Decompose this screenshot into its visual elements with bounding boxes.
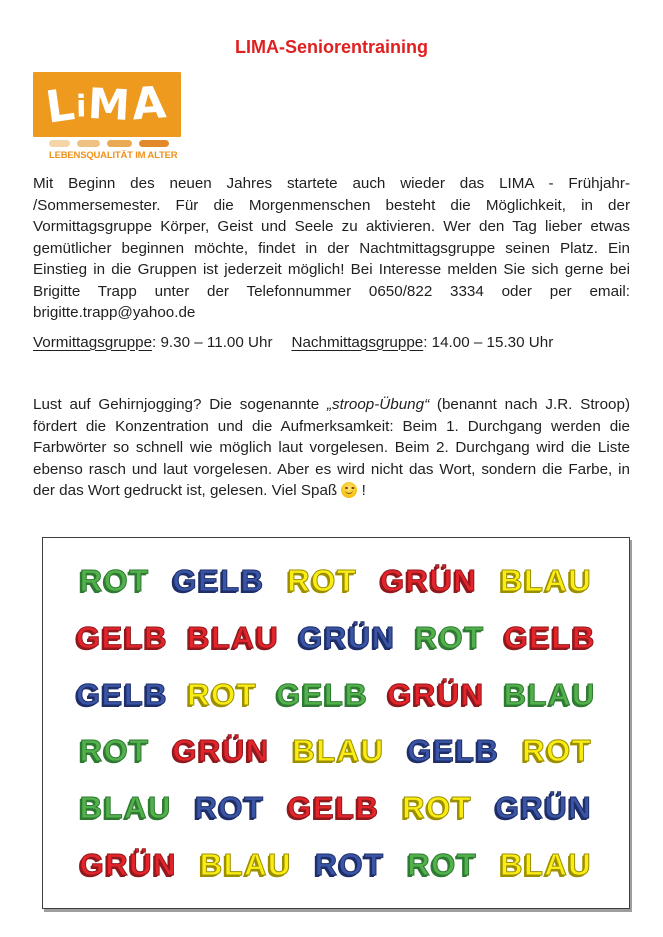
stroop-word: BLAU xyxy=(292,733,385,769)
stroop-word: GELB xyxy=(76,619,169,655)
stroop-word: ROT xyxy=(314,846,385,882)
paragraph-line xyxy=(33,281,630,303)
italic-text: „stroop-Übung“ xyxy=(326,396,430,413)
stroop-word: ROT xyxy=(194,790,265,826)
text-run: ebenso rasch und laut vorgelesen. Aber es wird nicht das Wort, sondern die Farbe, in xyxy=(33,460,630,478)
stroop-word: ROT xyxy=(287,563,358,599)
logo-dash xyxy=(107,140,132,147)
stroop-word: ROT xyxy=(402,790,473,826)
stroop-word: GRÜN xyxy=(494,790,593,826)
stroop-word: BLAU xyxy=(199,846,292,882)
afternoon-group-label: Nachmittagsgruppe xyxy=(291,333,424,351)
stroop-grid-box xyxy=(42,537,630,909)
text-run: Vormittagsgruppe Körper, Geist und Seele zu aktivieren. Wer den Tag lieber etwas xyxy=(33,218,630,235)
stroop-word: BLAU xyxy=(500,846,593,882)
text-run: Farbwörter so schnell wie möglich laut vorgelesen. Beim 2. Durchgang wird die Liste xyxy=(33,439,630,456)
lima-logo-text xyxy=(42,76,170,134)
stroop-word: BLAU xyxy=(79,790,172,826)
morning-group-label: Vormittagsgruppe xyxy=(33,333,153,351)
lima-logo-box xyxy=(33,72,181,137)
afternoon-group-time xyxy=(292,332,554,354)
stroop-word: GRÜN xyxy=(387,676,485,712)
text-run: /Sommersemester. Für die Morgenmenschen besteht die Möglichkeit, in der xyxy=(33,196,630,214)
stroop-word: GELB xyxy=(276,676,369,712)
stroop-word: ROT xyxy=(79,733,150,769)
paragraph-line xyxy=(33,302,630,324)
stroop-word: GELB xyxy=(172,563,265,599)
stroop-word: GELB xyxy=(407,733,500,769)
paragraph-line xyxy=(33,394,630,416)
stroop-word: ROT xyxy=(79,563,150,599)
paragraph-line xyxy=(33,480,630,502)
stroop-word: ROT xyxy=(522,733,593,769)
text-run: fördert die Konzentration und die Aufmerksamkeit: Beim 1. Durchgang werden die xyxy=(33,417,630,435)
text-run: ! xyxy=(357,482,366,499)
logo-letter: A xyxy=(130,76,170,130)
logo-dash xyxy=(49,140,70,147)
text-run: gemütlicher beginnen möchte, findet in der Nachtmittagsgruppe seinen Platz. Ein xyxy=(33,239,630,257)
stroop-word: GRÜN xyxy=(298,619,396,655)
paragraph-line xyxy=(33,238,630,260)
stroop-row xyxy=(43,676,629,712)
stroop-word: GRÜN xyxy=(79,846,178,882)
stroop-row xyxy=(43,846,629,882)
paragraph-line xyxy=(33,259,630,281)
paragraph-line xyxy=(33,195,630,217)
stroop-row xyxy=(43,563,629,599)
text-run: brigitte.trapp@yahoo.de xyxy=(33,304,196,321)
text-run: Brigitte Trapp unter der Telefonnummer 0650/822 3334 oder per email: xyxy=(33,282,630,300)
stroop-word: GELB xyxy=(287,790,380,826)
stroop-intro-paragraph xyxy=(33,394,630,502)
stroop-word: BLAU xyxy=(500,563,593,599)
stroop-row xyxy=(43,733,629,769)
logo-letter: M xyxy=(87,78,134,130)
schedule-line xyxy=(33,332,630,354)
text-run: Einstieg in die Gruppen ist jederzeit möglich! Bei Interesse melden Sie sich gerne bei xyxy=(33,261,630,278)
stroop-word: GRÜN xyxy=(172,733,270,769)
text-run: der das Wort gedruckt ist, gelesen. Viel Spaß xyxy=(33,482,342,499)
stroop-word: GELB xyxy=(503,619,596,655)
stroop-word: ROT xyxy=(187,676,258,712)
morning-group-time xyxy=(33,332,273,354)
paragraph-line xyxy=(33,459,630,481)
page-title: LIMA-Seniorentraining xyxy=(235,37,428,57)
logo-dashes xyxy=(49,140,169,147)
logo-dash xyxy=(77,140,100,147)
stroop-word: GELB xyxy=(76,676,169,712)
text-run: (benannt nach J.R. Stroop) xyxy=(429,396,630,413)
logo-caption: LEBENSQUALITÄT IM ALTER xyxy=(49,150,178,161)
stroop-word: ROT xyxy=(407,846,478,882)
morning-group-hours: : 9.30 – 11.00 Uhr xyxy=(152,333,273,351)
stroop-row xyxy=(43,790,629,826)
lima-logo-subline xyxy=(49,140,178,161)
stroop-word: ROT xyxy=(414,619,485,655)
stroop-word: BLAU xyxy=(187,619,280,655)
logo-letter: i xyxy=(75,88,89,125)
paragraph-line xyxy=(33,437,630,459)
text-run: Mit Beginn des neuen Jahres startete auch wieder das LIMA - Frühjahr- xyxy=(33,175,630,192)
logo-dash xyxy=(139,140,169,147)
stroop-row xyxy=(43,619,629,655)
logo-letter: L xyxy=(42,78,80,134)
paragraph-line xyxy=(33,173,630,195)
lima-logo xyxy=(33,72,183,161)
stroop-word: BLAU xyxy=(503,676,596,712)
text-run: Lust auf Gehirnjogging? Die sogenannte xyxy=(33,396,327,413)
intro-paragraph xyxy=(33,173,630,324)
afternoon-group-hours: : 14.00 – 15.30 Uhr xyxy=(423,333,554,351)
paragraph-line xyxy=(33,216,630,238)
stroop-word: GRÜN xyxy=(380,563,478,599)
smiley-emoji-icon xyxy=(341,482,357,498)
paragraph-line xyxy=(33,416,630,438)
